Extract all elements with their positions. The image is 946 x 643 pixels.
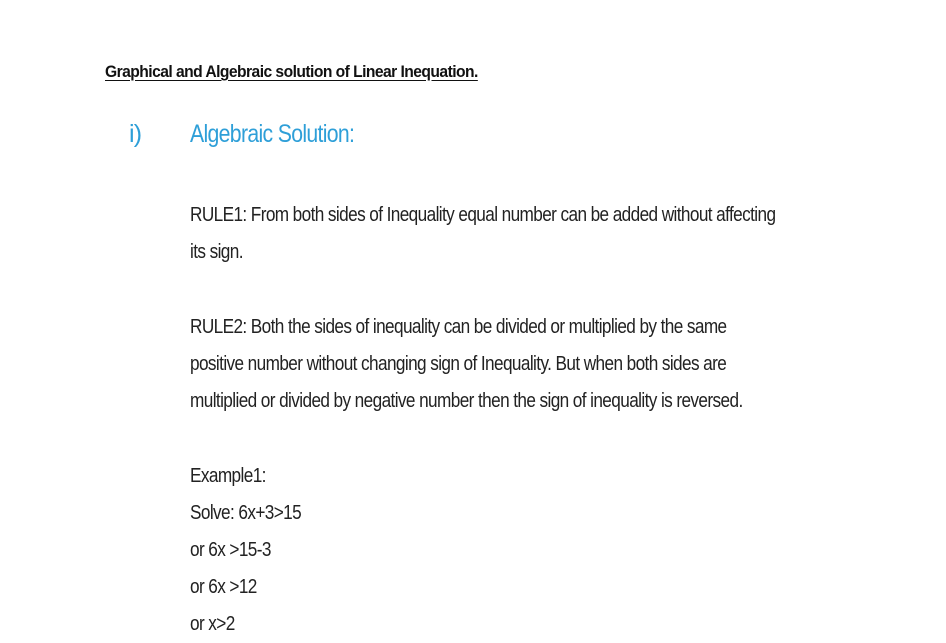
example-block [190, 458, 301, 643]
section-title: Algebraic Solution: [190, 120, 355, 148]
example-step: or 6x >12 [190, 576, 257, 598]
rule1-line: its sign. [190, 241, 243, 263]
section-number: i) [129, 120, 142, 148]
rule1-line: RULE1: From both sides of Inequality equal number can be added without affecting [190, 204, 776, 226]
rule2-line: RULE2: Both the sides of inequality can be divided or multiplied by the same [190, 316, 727, 338]
rule1-paragraph [190, 197, 775, 271]
rule2-paragraph [190, 309, 743, 420]
rule2-line: multiplied or divided by negative number then the sign of inequality is reversed. [190, 390, 743, 412]
document-title: Graphical and Algebraic solution of Linear Inequation. [105, 62, 478, 81]
example-step: or x>2 [190, 613, 235, 635]
example-label: Example1: [190, 465, 266, 487]
example-step: or 6x >15-3 [190, 539, 271, 561]
rule2-line: positive number without changing sign of Inequality. But when both sides are [190, 353, 727, 375]
example-step: Solve: 6x+3>15 [190, 502, 302, 524]
